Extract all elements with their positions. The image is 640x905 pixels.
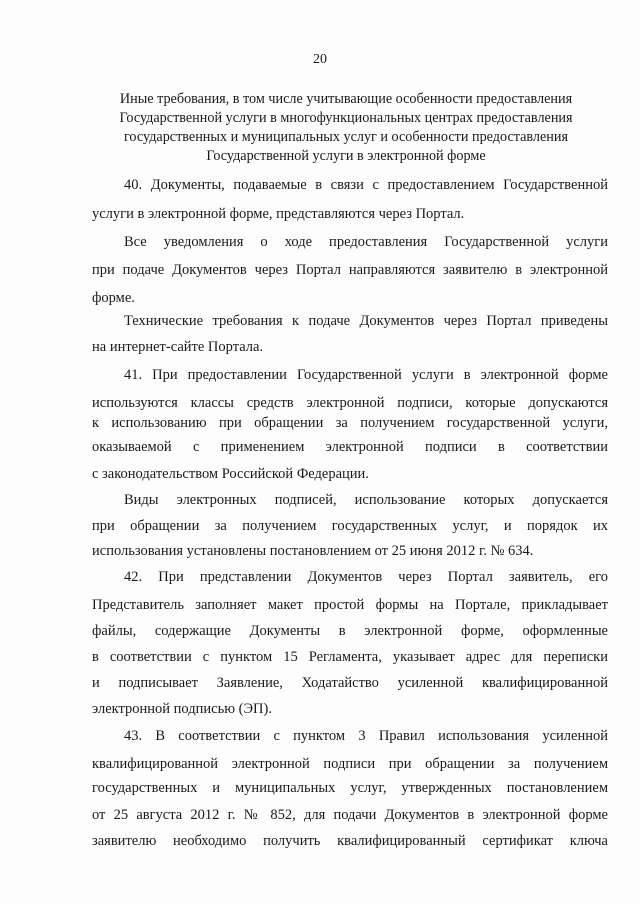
body-line: Виды электронных подписей, использование которых допускается [124, 492, 608, 508]
page-number: 20 [313, 52, 327, 67]
body-line: файлы, содержащие Документы в электронной форме, оформленные [92, 623, 608, 639]
body-line: Представитель заполняет макет простой формы на Портале, прикладывает [92, 597, 608, 613]
body-line: 42. При представлении Документов через Портал заявитель, его [124, 569, 608, 585]
body-line: к использованию при обращении за получением государственной услуги, [92, 415, 608, 431]
body-line: услуги в электронной форме, представляются через Портал. [92, 206, 465, 222]
body-line: электронной подписью (ЭП). [92, 701, 272, 717]
heading-line: Государственной услуги в электронной форме [206, 148, 486, 164]
heading-line: государственных и муниципальных услуг и особенности предоставления [123, 129, 569, 145]
heading-line: Государственной услуги в многофункциональных центрах предоставления [119, 110, 573, 126]
body-line: Технические требования к подаче Документов через Портал приведены [124, 313, 608, 329]
body-line: и подписывает Заявление, Ходатайство усиленной квалифицированной [92, 675, 608, 691]
body-line: государственных и муниципальных услуг, утвержденных постановлением [92, 780, 608, 796]
body-line: от 25 августа 2012 г. № 852, для подачи Документов в электронной форме [92, 807, 608, 823]
body-line: используются классы средств электронной подписи, которые допускаются [92, 395, 608, 411]
body-line: 43. В соответствии с пунктом 3 Правил использования усиленной [124, 728, 608, 744]
body-line: квалифицированной электронной подписи при обращении за получением [92, 756, 608, 772]
body-line: на интернет-сайте Портала. [92, 339, 264, 355]
body-line: 41. При предоставлении Государственной услуги в электронной форме [124, 367, 608, 383]
body-line: Все уведомления о ходе предоставления Государственной услуги [124, 234, 608, 250]
heading-line: Иные требования, в том числе учитывающие особенности предоставления [119, 91, 573, 107]
section-heading [96, 90, 596, 166]
body-line: при обращении за получением государственных услуг, и порядок их [92, 518, 608, 534]
body-line: форме. [92, 290, 135, 306]
body-line: при подаче Документов через Портал направляются заявителю в электронной [92, 262, 608, 278]
body-line: использования установлены постановлением от 25 июня 2012 г. № 634. [92, 543, 534, 559]
body-line: 40. Документы, подаваемые в связи с предоставлением Государственной [124, 177, 608, 193]
body-line: с законодательством Российской Федерации. [92, 466, 369, 482]
body-line: оказываемой с применением электронной подписи в соответствии [92, 439, 608, 455]
body-line: в соответствии с пунктом 15 Регламента, указывает адрес для переписки [92, 649, 608, 665]
body-line: заявителю необходимо получить квалифицированный сертификат ключа [92, 833, 608, 849]
